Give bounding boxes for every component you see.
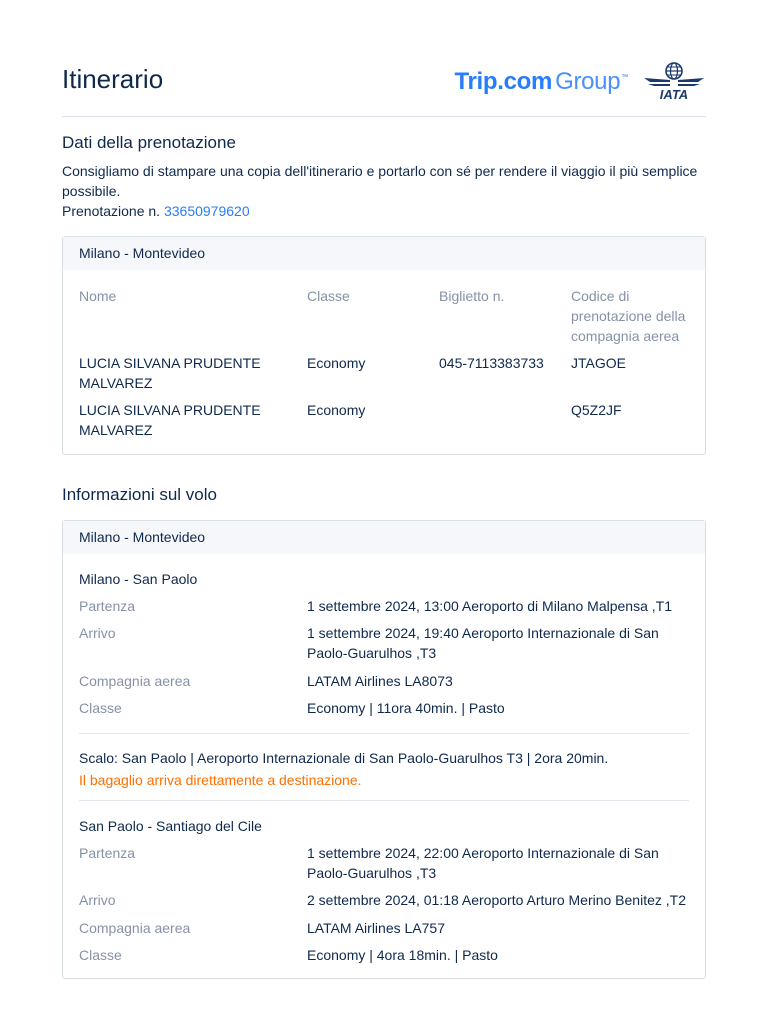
passenger-name: LUCIA SILVANA PRUDENTE MALVAREZ — [79, 402, 261, 438]
segment-title: Milano - San Paolo — [79, 571, 198, 587]
column-header-name: Nome — [79, 288, 117, 304]
trip-logo-main: Trip.com — [454, 68, 553, 95]
flight-card — [62, 520, 706, 979]
arrival-label: Arrivo — [79, 892, 116, 908]
segment-divider — [79, 733, 689, 734]
iata-logo-text: IATA — [659, 87, 689, 102]
baggage-note: Il bagaglio arriva direttamente a destinazione. — [79, 772, 362, 788]
column-header-airline-code: Codice di prenotazione della compagnia aerea — [571, 288, 686, 344]
airline-value: LATAM Airlines LA8073 — [307, 673, 453, 689]
departure-label: Partenza — [79, 598, 136, 614]
class-label: Classe — [79, 947, 122, 963]
arrival-label: Arrivo — [79, 625, 116, 641]
booking-number-label: Prenotazione n. — [62, 203, 161, 219]
booking-number-line — [62, 201, 702, 221]
passenger-card-title: Milano - Montevideo — [63, 237, 705, 270]
stopover-info: Scalo: San Paolo | Aeroporto Internazionale di San Paolo-Guarulhos T3 | 2ora 20min. — [79, 750, 609, 766]
flight-section-title: Informazioni sul volo — [62, 485, 217, 504]
segment-title: San Paolo - Santiago del Cile — [79, 818, 262, 834]
booking-number-link[interactable]: 33650979620 — [163, 203, 250, 219]
departure-value: 1 settembre 2024, 13:00 Aeroporto di Milano Malpensa ,T1 — [307, 598, 672, 614]
page-header — [62, 0, 706, 117]
column-header-ticket: Biglietto n. — [439, 288, 505, 304]
iata-logo — [642, 62, 706, 102]
passenger-airline-code: JTAGOE — [571, 355, 626, 371]
logos — [454, 62, 706, 102]
column-header-class: Classe — [307, 288, 350, 304]
class-label: Classe — [79, 700, 122, 716]
departure-value: 1 settembre 2024, 22:00 Aeroporto Internazionale di San Paolo-Guarulhos ,T3 — [307, 845, 659, 881]
trip-logo-tm: ™ — [621, 74, 628, 81]
arrival-value: 2 settembre 2024, 01:18 Aeroporto Arturo Merino Benitez ,T2 — [307, 892, 686, 908]
passenger-ticket: 045-7113383733 — [439, 355, 544, 371]
segment-divider — [79, 800, 689, 801]
airline-value: LATAM Airlines LA757 — [307, 920, 445, 936]
class-value: Economy | 4ora 18min. | Pasto — [307, 947, 498, 963]
airline-label: Compagnia aerea — [79, 673, 191, 689]
arrival-value: 1 settembre 2024, 19:40 Aeroporto Internazionale di San Paolo-Guarulhos ,T3 — [307, 625, 659, 661]
passenger-card — [62, 236, 706, 455]
flight-card-title: Milano - Montevideo — [63, 521, 705, 554]
booking-section-title: Dati della prenotazione — [62, 133, 236, 152]
airline-label: Compagnia aerea — [79, 920, 191, 936]
page-title: Itinerario — [62, 64, 164, 94]
passenger-class: Economy — [307, 402, 366, 418]
passenger-name: LUCIA SILVANA PRUDENTE MALVAREZ — [79, 355, 261, 391]
booking-intro — [62, 161, 702, 221]
passenger-class: Economy — [307, 355, 366, 371]
print-notice: Consigliamo di stampare una copia dell'itinerario e portarlo con sé per rendere il viaggio il più semplice possibile. — [62, 163, 698, 199]
trip-com-group-logo — [454, 68, 628, 96]
passenger-airline-code: Q5Z2JF — [571, 402, 622, 418]
class-value: Economy | 11ora 40min. | Pasto — [307, 700, 505, 716]
trip-logo-group: Group — [555, 68, 621, 95]
departure-label: Partenza — [79, 845, 136, 861]
